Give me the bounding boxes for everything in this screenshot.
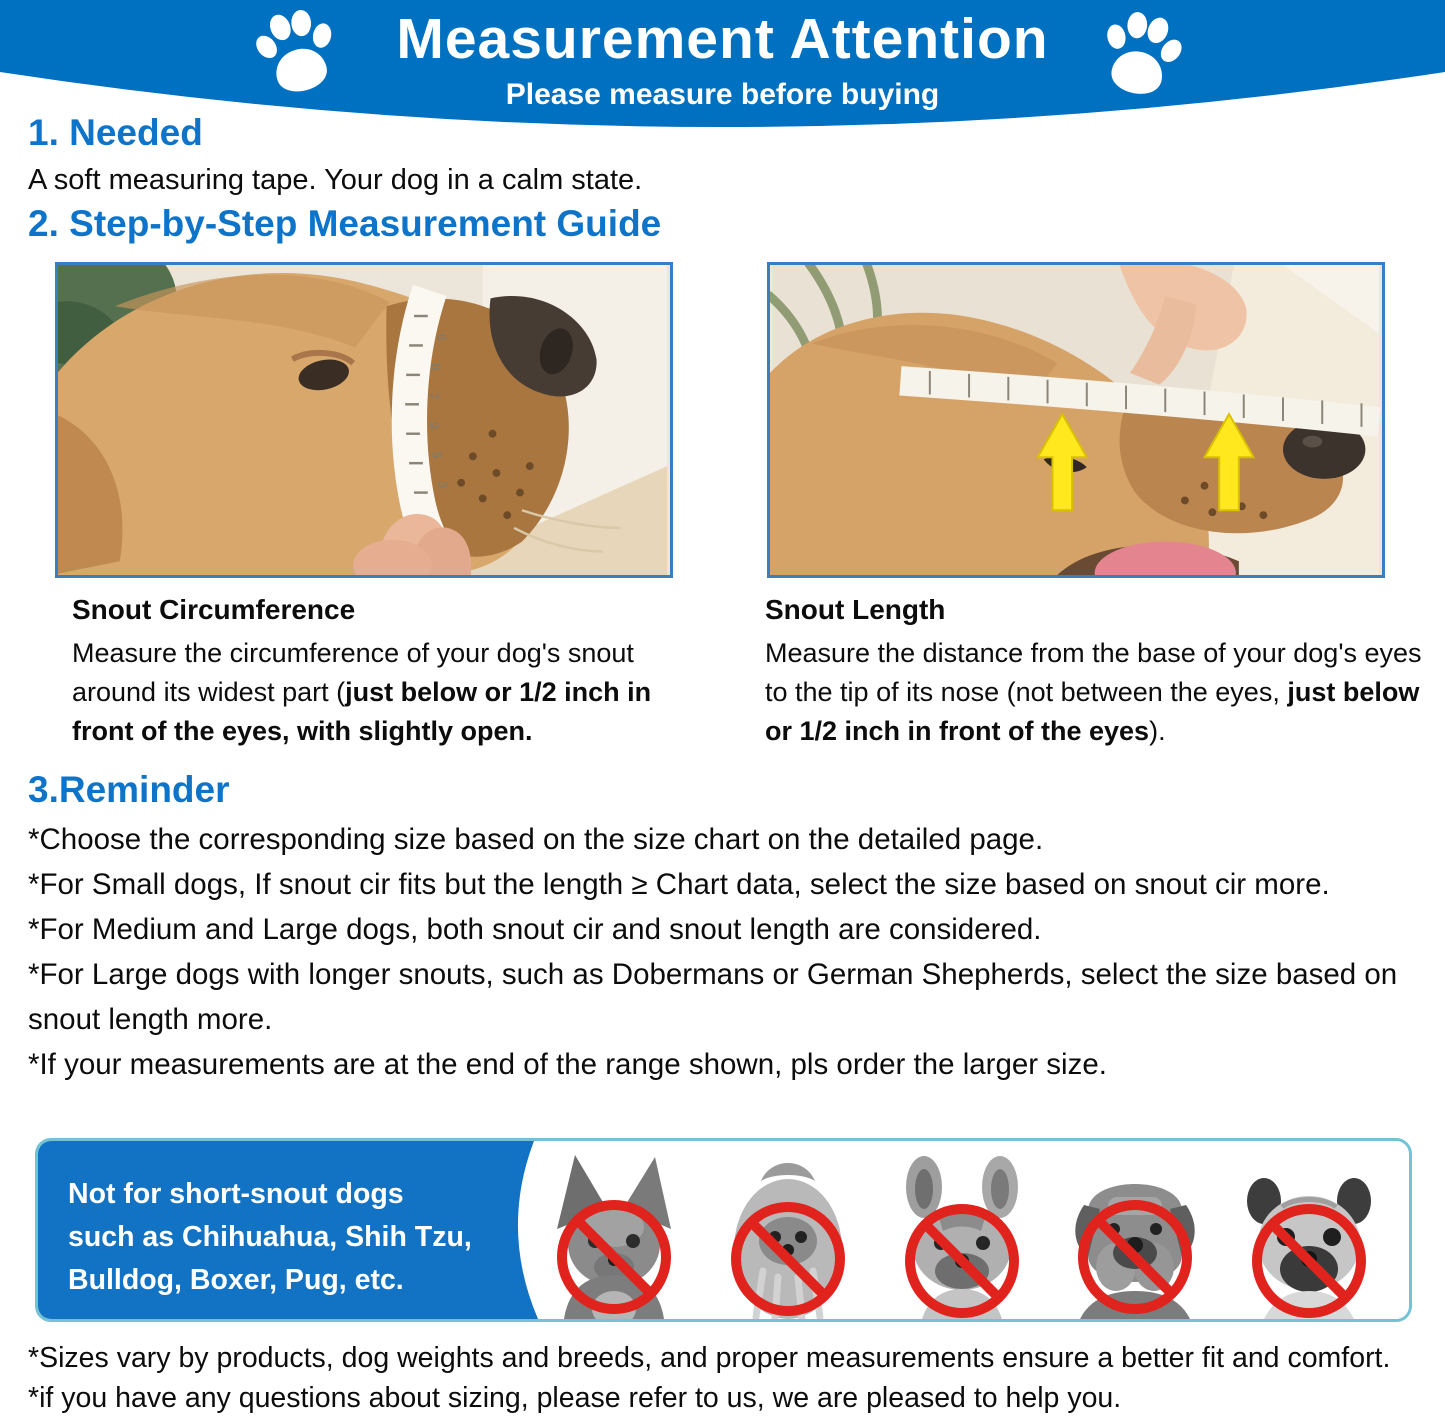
page-subtitle: Please measure before buying <box>505 78 940 111</box>
snout-length-illustration <box>770 265 1382 575</box>
reminder-item: *For Large dogs with longer snouts, such as Dobermans or German Shepherds, select the size based on snout length more. <box>28 958 1398 1036</box>
caption-title: Snout Length <box>765 594 946 625</box>
svg-text:9: 9 <box>426 421 442 430</box>
reminder-item: *For Medium and Large dogs, both snout cir and snout length are considered. <box>28 913 1042 946</box>
svg-text:5: 5 <box>429 451 445 459</box>
snout-circumference-illustration <box>58 265 670 575</box>
page-title: Measurement Attention <box>396 7 1049 71</box>
svg-text:6: 6 <box>434 333 450 341</box>
reminder-item: *For Small dogs, If snout cir fits but the length ≥ Chart data, select the size based on snout cir more. <box>28 868 1330 901</box>
warning-text: Not for short-snout dogs such as Chihuahua, Shih Tzu, Bulldog, Boxer, Pug, etc. <box>68 1178 472 1296</box>
not-for-short-snout-warning-box <box>35 1138 1412 1322</box>
caption-snout-circumference <box>72 594 717 751</box>
dog-photo-mastiff <box>1049 1149 1221 1319</box>
photo-snout-circumference <box>55 262 673 578</box>
caption-body: Measure the distance from the base of your dog's eyes to the tip of its nose (not between the eyes, just below or 1/2 inch in front of the eyes). <box>765 638 1422 746</box>
reminder-item: *If your measurements are at the end of the range shown, pls order the larger size. <box>28 1048 1107 1081</box>
caption-body: Measure the circumference of your dog's snout around its widest part (just below or 1/2 inch in front of the eyes, with slightly open. <box>72 638 652 746</box>
reminder-list <box>28 817 1428 1087</box>
svg-text:3: 3 <box>435 480 451 488</box>
reminder-item: *Choose the corresponding size based on the size chart on the detailed page. <box>28 823 1044 856</box>
header-banner <box>0 0 1445 132</box>
photo-snout-length <box>767 262 1385 578</box>
footer-notes <box>28 1338 1432 1418</box>
footer-note: *Sizes vary by products, dog weights and breeds, and proper measurements ensure a better fit and comfort. <box>28 1342 1391 1374</box>
prohibited-dogs-row <box>518 1141 1405 1319</box>
dog-photo-chihuahua <box>528 1149 700 1319</box>
caption-title: Snout Circumference <box>72 594 356 625</box>
footer-note: *if you have any questions about sizing, please refer to us, we are pleased to help you. <box>28 1382 1122 1414</box>
section-heading-needed: 1. Needed <box>28 112 203 153</box>
dog-photo-french-bulldog <box>876 1149 1048 1319</box>
section-heading-guide: 2. Step-by-Step Measurement Guide <box>28 203 662 244</box>
needed-body-text: A soft measuring tape. Your dog in a calm state. <box>28 164 643 196</box>
caption-snout-length <box>765 594 1430 751</box>
svg-text:7: 7 <box>426 392 442 400</box>
section-heading-reminder: 3.Reminder <box>28 769 230 810</box>
svg-text:8: 8 <box>428 363 444 371</box>
dog-photo-shih-tzu <box>702 1149 874 1319</box>
dog-photo-pug <box>1223 1149 1395 1319</box>
